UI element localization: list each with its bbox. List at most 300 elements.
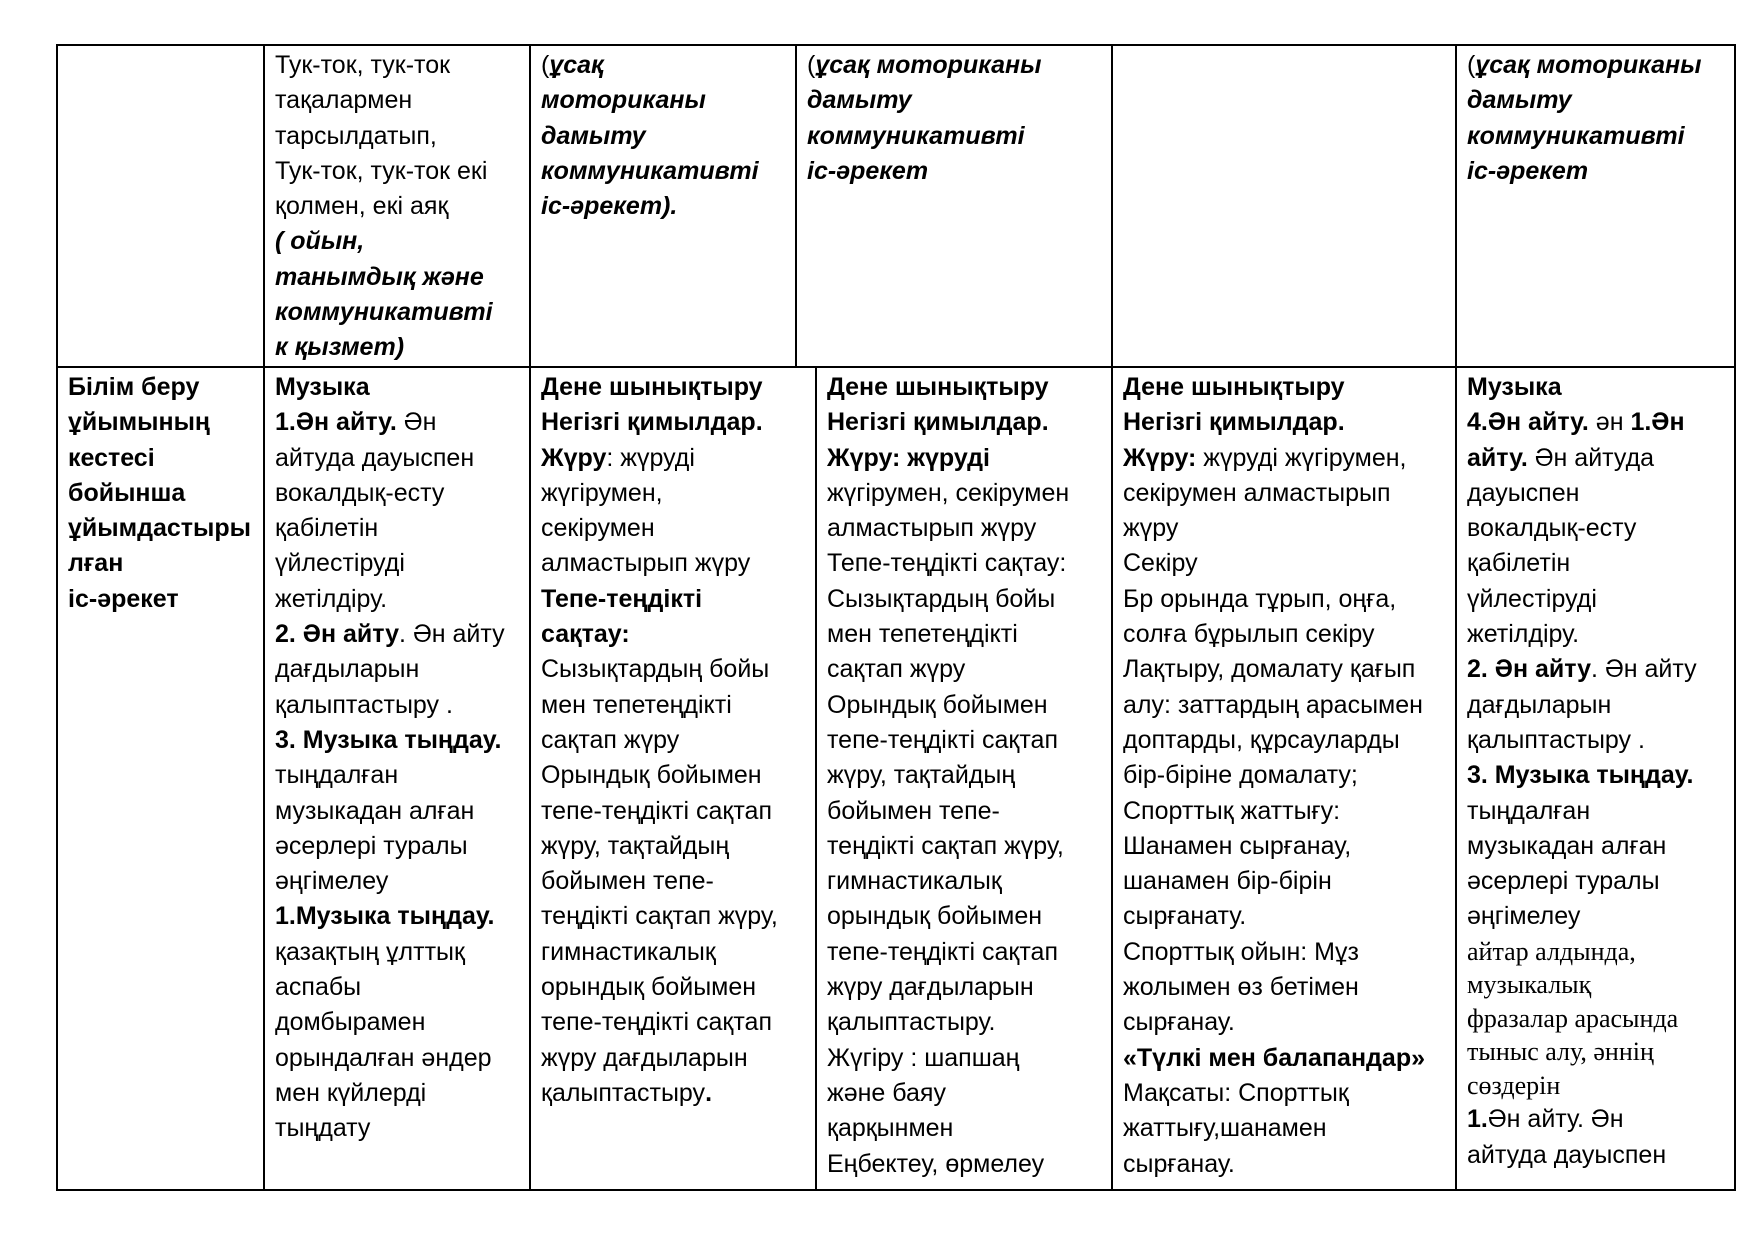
text-run: вокалдық-есту	[1467, 514, 1637, 543]
text-line	[275, 295, 521, 330]
text-line	[275, 330, 521, 365]
text-run: 2. Ән айту	[275, 620, 400, 649]
text-run: іс-әрекет	[1467, 156, 1589, 185]
text-run: қалыптастыру .	[275, 690, 453, 719]
text-run: аспабы	[275, 973, 362, 1002]
text-line	[68, 405, 255, 440]
text-line	[1123, 1041, 1447, 1076]
text-line	[1123, 441, 1447, 476]
text-run: Мақсаты: Спорттық	[1123, 1078, 1349, 1107]
text-line	[541, 189, 787, 224]
text-line	[1123, 899, 1447, 934]
text-line	[275, 370, 521, 405]
text-run: қалыптастыру.	[827, 1008, 996, 1037]
text-run: коммуникативті	[275, 298, 493, 327]
text-run: Ән айтуда	[1527, 443, 1655, 472]
text-run: алу: заттардың арасымен	[1123, 690, 1423, 719]
row2-cell-music-2	[1457, 368, 1734, 1189]
text-run: (	[1467, 51, 1476, 79]
text-line	[541, 794, 807, 829]
text-run: ( ойын,	[275, 227, 365, 256]
text-run: музыкадан алған	[275, 796, 475, 825]
text-run: жетілдіру.	[275, 584, 388, 613]
text-run: 4.Ән айту.	[1467, 408, 1589, 437]
text-run: қабілетін	[275, 514, 379, 543]
text-run: музыкадан алған	[1467, 831, 1667, 860]
text-line	[827, 1041, 1103, 1076]
text-line	[1467, 758, 1726, 793]
text-line: сөздерін	[1467, 1070, 1561, 1100]
text-run: Тепе-теңдікті сақтау:	[827, 549, 1067, 578]
text-line	[275, 794, 521, 829]
text-run: үйлестіруді	[275, 549, 405, 578]
text-line	[541, 582, 807, 617]
text-run: кестесі	[68, 443, 155, 472]
text-line	[541, 688, 807, 723]
text-line	[1123, 1005, 1447, 1040]
text-line	[1467, 688, 1726, 723]
text-line	[275, 829, 521, 864]
text-line	[1123, 688, 1447, 723]
text-run: Дене шынықтыру	[1123, 373, 1345, 401]
text-run: үйлестіруді	[1467, 584, 1597, 613]
text-run: ұсақ моториканы	[1475, 51, 1702, 79]
text-line	[827, 864, 1103, 899]
table-border-bottom	[56, 1189, 1736, 1191]
text-line	[275, 617, 521, 652]
text-line	[541, 441, 807, 476]
text-line	[541, 476, 807, 511]
text-line	[1467, 723, 1726, 758]
text-run: 1.Музыка тыңдау.	[275, 902, 495, 931]
text-line	[827, 1005, 1103, 1040]
text-run: сақтап жүру	[827, 655, 966, 684]
text-run: коммуникативті	[541, 156, 759, 185]
text-run: теңдікті сақтап жүру,	[827, 831, 1064, 860]
row2-cell-physical-ed-1	[531, 368, 815, 1189]
text-line	[827, 970, 1103, 1005]
text-line	[1123, 476, 1447, 511]
text-line	[1467, 864, 1726, 899]
text-run: әңгімелеу	[1467, 902, 1581, 931]
text-run: . Ән айту	[399, 620, 505, 649]
text-run: Негізгі қимылдар.	[541, 408, 763, 437]
text-line	[1123, 1076, 1447, 1111]
text-line	[275, 899, 521, 934]
text-run: Бр орында тұрып, оңға,	[1123, 584, 1397, 613]
text-line	[275, 1111, 521, 1146]
row1-cell-col3	[797, 46, 1111, 366]
text-run: Ән	[396, 408, 437, 437]
table-border-right	[1734, 44, 1736, 1191]
text-run: 3. Музыка тыңдау.	[275, 725, 502, 754]
text-run: іс-әрекет	[807, 156, 929, 185]
text-line	[1467, 794, 1726, 829]
text-run: мен күйлерді	[275, 1078, 427, 1107]
text-line	[541, 511, 807, 546]
text-line	[275, 1076, 521, 1111]
text-run: Негізгі қимылдар.	[1123, 408, 1345, 437]
text-run: Лақтыру, домалату қағып	[1123, 655, 1416, 684]
text-run: солға бұрылып секіру	[1123, 620, 1375, 649]
text-line	[541, 935, 807, 970]
row1-cell-col1	[265, 46, 529, 366]
text-run: әңгімелеу	[275, 867, 389, 896]
text-run: және баяу	[827, 1078, 946, 1107]
text-run: іс-әрекет	[68, 584, 179, 613]
text-run: Негізгі қимылдар.	[827, 408, 1049, 437]
text-line	[1123, 758, 1447, 793]
text-run: бойымен тепе-	[827, 796, 1000, 825]
text-run: әсерлері туралы	[1467, 867, 1660, 896]
text-line	[1467, 370, 1726, 405]
text-run: дамыту	[1467, 86, 1572, 115]
text-line	[275, 688, 521, 723]
text-run: Дене шынықтыру	[541, 373, 763, 401]
text-line	[275, 260, 521, 295]
text-run: сырғанау.	[1123, 1008, 1235, 1037]
text-line	[541, 652, 807, 687]
text-line	[827, 688, 1103, 723]
text-run: бойынша	[68, 478, 186, 507]
text-run: : жүруді	[606, 443, 695, 472]
text-run: алмастырып жүру	[541, 549, 751, 578]
text-run: сақтап жүру	[541, 725, 680, 754]
text-line	[827, 476, 1103, 511]
text-line	[541, 723, 807, 758]
text-run: мен тепетеңдікті	[827, 620, 1018, 649]
text-run: Спорттық ойын: Мұз	[1123, 937, 1359, 966]
text-run: тақалармен	[275, 86, 413, 115]
text-run: жаттығу,шанамен	[1123, 1114, 1327, 1143]
text-run: орындалған әндер	[275, 1043, 492, 1072]
text-line	[68, 511, 255, 546]
text-run: алмастырып жүру	[827, 514, 1037, 543]
text-run: (	[807, 51, 816, 79]
text-run: 2. Ән айту	[1467, 655, 1592, 684]
text-run: жүруді жүгірумен,	[1196, 443, 1407, 472]
text-run: шанамен бір-бірін	[1123, 867, 1332, 896]
text-run: тепе-теңдікті сақтап	[541, 796, 772, 825]
text-run: Тепе-теңдікті	[541, 584, 703, 613]
text-run: қазақтың ұлттық	[275, 937, 465, 966]
text-run: Орындық бойымен	[827, 690, 1048, 719]
text-run: лған	[68, 549, 124, 578]
text-run: к қызмет)	[275, 333, 405, 362]
text-run: . Ән айту	[1591, 655, 1697, 684]
row2-cell-music	[265, 368, 529, 1189]
text-run: теңдікті сақтап жүру,	[541, 902, 778, 931]
text-line	[275, 546, 521, 581]
text-line	[1123, 617, 1447, 652]
text-line	[827, 511, 1103, 546]
text-line	[1123, 370, 1447, 405]
text-line: фразалар арасында	[1467, 1003, 1679, 1033]
text-run: тарсылдатып,	[275, 121, 437, 150]
text-run: Музыка	[275, 373, 370, 401]
text-line	[275, 511, 521, 546]
text-line	[1467, 48, 1726, 83]
text-run: Жүгіру : шапшаң	[827, 1043, 1020, 1072]
text-run: қабілетін	[1467, 549, 1571, 578]
text-run: айту.	[1467, 443, 1528, 472]
text-run: ұсақ моториканы	[815, 51, 1042, 79]
text-line	[541, 899, 807, 934]
text-run: Музыка	[1467, 373, 1562, 401]
text-run: дағдыларын	[275, 655, 420, 684]
row2-cell-physical-ed-2	[817, 368, 1111, 1189]
text-line	[827, 794, 1103, 829]
text-line	[1467, 476, 1726, 511]
text-line	[1123, 511, 1447, 546]
text-run: тепе-теңдікті сақтап	[541, 1008, 772, 1037]
text-run: Тук-ток, тук-ток	[275, 51, 451, 79]
text-line	[1467, 652, 1726, 687]
text-line	[1123, 864, 1447, 899]
text-run: дамыту	[807, 86, 912, 115]
text-line	[275, 935, 521, 970]
text-line	[68, 476, 255, 511]
text-line	[541, 864, 807, 899]
text-line	[1467, 119, 1726, 154]
text-line	[807, 83, 1103, 118]
text-run: ән	[1588, 408, 1631, 437]
text-line	[827, 441, 1103, 476]
text-line	[827, 1147, 1103, 1182]
text-run: Жүру: жүруді	[827, 443, 990, 472]
text-line	[1467, 1138, 1726, 1173]
text-line	[827, 405, 1103, 440]
text-run: секірумен	[541, 514, 655, 543]
text-run: жолымен өз бетімен	[1123, 973, 1359, 1002]
text-run: коммуникативті	[807, 121, 1025, 150]
text-run: Жүру:	[1123, 443, 1197, 472]
text-run: орындық бойымен	[541, 973, 757, 1002]
text-line	[541, 970, 807, 1005]
text-run: сақтау:	[541, 620, 630, 649]
text-line	[275, 48, 521, 83]
text-run: доптарды, құрсауларды	[1123, 725, 1400, 754]
text-line	[275, 476, 521, 511]
text-line	[541, 1041, 807, 1076]
text-line	[807, 154, 1103, 189]
text-line	[541, 617, 807, 652]
text-run: тыңдату	[275, 1114, 371, 1143]
text-run: ұйымдастыры	[68, 514, 252, 543]
text-run: жүру дағдыларын	[541, 1043, 748, 1072]
text-line	[1123, 1147, 1447, 1182]
text-run: жүру	[1123, 514, 1179, 543]
text-run: вокалдық-есту	[275, 478, 445, 507]
text-line	[1123, 582, 1447, 617]
text-run: Орындық бойымен	[541, 761, 762, 790]
text-run: 3. Музыка тыңдау.	[1467, 761, 1694, 790]
text-run: тыңдалған	[1467, 796, 1591, 825]
text-line	[541, 1076, 807, 1111]
text-line	[827, 370, 1103, 405]
text-line	[541, 48, 787, 83]
text-run: Білім беру	[68, 373, 200, 401]
text-run: дамыту	[541, 121, 646, 150]
text-run: гимнастикалық	[541, 937, 716, 966]
text-run: тепе-теңдікті сақтап	[827, 725, 1058, 754]
text-line	[827, 1076, 1103, 1111]
text-run: танымдық және	[275, 262, 484, 291]
text-run: Жүру	[541, 443, 607, 472]
text-run: домбырамен	[275, 1008, 426, 1037]
text-run: бір-біріне домалату;	[1123, 761, 1358, 790]
text-line	[275, 1005, 521, 1040]
text-run: мен тепетеңдікті	[541, 690, 732, 719]
text-line	[1123, 405, 1447, 440]
text-line	[275, 864, 521, 899]
text-run: жетілдіру.	[1467, 620, 1580, 649]
text-run: қарқынмен	[827, 1114, 954, 1143]
text-line	[1123, 1111, 1447, 1146]
text-line	[1467, 405, 1726, 440]
text-run: Спорттық жаттығу:	[1123, 796, 1341, 825]
text-run: жүру, тақтайдың	[541, 831, 730, 860]
text-line	[827, 829, 1103, 864]
text-run: дағдыларын	[1467, 690, 1612, 719]
text-line	[807, 119, 1103, 154]
text-run: Сызықтардың бойы	[827, 584, 1056, 613]
text-run: Дене шынықтыру	[827, 373, 1049, 401]
row2-cell-physical-ed-3	[1113, 368, 1455, 1189]
text-line	[275, 119, 521, 154]
text-line	[827, 652, 1103, 687]
text-run: гимнастикалық	[827, 867, 1002, 896]
text-line	[68, 582, 255, 617]
text-line	[1467, 617, 1726, 652]
text-line	[1467, 829, 1726, 864]
text-line	[827, 935, 1103, 970]
text-run: бойымен тепе-	[541, 867, 714, 896]
text-run: 1.Ән	[1630, 408, 1685, 437]
text-run: айтуда дауыспен	[1467, 1140, 1667, 1169]
text-line	[807, 48, 1103, 83]
text-line	[541, 829, 807, 864]
text-line	[541, 1005, 807, 1040]
text-line	[541, 405, 807, 440]
text-line	[275, 582, 521, 617]
text-line	[1123, 829, 1447, 864]
text-line	[1123, 546, 1447, 581]
text-run: Сызықтардың бойы	[541, 655, 770, 684]
text-line	[1123, 935, 1447, 970]
text-run: жүгірумен, секірумен	[827, 478, 1070, 507]
text-line	[827, 1111, 1103, 1146]
text-line	[1467, 1102, 1726, 1137]
text-line: тыныс алу, әннің	[1467, 1037, 1654, 1067]
text-line	[827, 723, 1103, 758]
text-run: қалыптастыру	[541, 1078, 706, 1107]
row1-cell-col2	[531, 46, 795, 366]
text-run: тепе-теңдікті сақтап	[827, 937, 1058, 966]
text-line	[1467, 83, 1726, 118]
text-line	[1467, 582, 1726, 617]
text-line	[827, 758, 1103, 793]
text-line	[275, 970, 521, 1005]
text-run: 1.	[1467, 1105, 1488, 1134]
text-line	[275, 405, 521, 440]
text-line	[1123, 794, 1447, 829]
text-run: дауыспен	[1467, 478, 1580, 507]
text-run: қолмен, екі аяқ	[275, 192, 449, 221]
text-run: Ән айту. Ән	[1487, 1105, 1624, 1134]
text-run: секірумен алмастырып	[1123, 478, 1391, 507]
text-line	[1123, 970, 1447, 1005]
text-run: айтуда дауыспен	[275, 443, 475, 472]
text-line	[275, 758, 521, 793]
text-line	[827, 617, 1103, 652]
text-line	[1467, 899, 1726, 934]
text-run: қалыптастыру .	[1467, 725, 1645, 754]
text-run: іс-әрекет).	[541, 192, 678, 221]
text-line	[275, 83, 521, 118]
text-run: (	[541, 51, 550, 79]
text-run: Еңбектеу, өрмелеу	[827, 1149, 1045, 1178]
text-line	[541, 758, 807, 793]
text-line	[541, 119, 787, 154]
text-run: моториканы	[541, 86, 706, 115]
text-line	[275, 723, 521, 758]
text-line	[1467, 546, 1726, 581]
text-run: коммуникативті	[1467, 121, 1685, 150]
text-run: жүру дағдыларын	[827, 973, 1034, 1002]
text-run: орындық бойымен	[827, 902, 1043, 931]
text-run: Секіру	[1123, 549, 1198, 578]
text-line	[1123, 723, 1447, 758]
text-line	[1467, 441, 1726, 476]
text-run: 1.Ән айту.	[275, 408, 397, 437]
text-line	[275, 652, 521, 687]
text-run: «Түлкі мен балапандар»	[1123, 1043, 1425, 1072]
text-line	[1123, 652, 1447, 687]
text-line	[275, 189, 521, 224]
text-line	[275, 1041, 521, 1076]
text-line	[827, 899, 1103, 934]
text-line	[275, 441, 521, 476]
text-run: сырғанау.	[1123, 1149, 1235, 1178]
text-line	[275, 224, 521, 259]
text-line	[541, 154, 787, 189]
text-line	[827, 582, 1103, 617]
text-run: тыңдалған	[275, 761, 399, 790]
row2-label-cell	[58, 368, 263, 1189]
text-run: Тук-ток, тук-ток екі	[275, 156, 488, 185]
row1-cell-col5	[1457, 46, 1734, 366]
text-run: ұсақ	[549, 51, 604, 79]
text-run: ұйымының	[68, 408, 211, 437]
text-line	[68, 546, 255, 581]
text-run: .	[705, 1078, 713, 1107]
text-line	[68, 370, 255, 405]
text-line	[1467, 511, 1726, 546]
text-run: Шанамен сырғанау,	[1123, 831, 1352, 860]
text-line	[827, 546, 1103, 581]
text-line	[541, 83, 787, 118]
text-line	[541, 370, 807, 405]
text-line	[541, 546, 807, 581]
text-run: жүгірумен,	[541, 478, 663, 507]
text-run: әсерлері туралы	[275, 831, 468, 860]
text-line: айтар алдында,	[1467, 936, 1636, 966]
text-run: жүру, тақтайдың	[827, 761, 1016, 790]
text-line: музыкалық	[1467, 970, 1592, 1000]
text-run: сырғанату.	[1123, 902, 1247, 931]
text-line	[68, 441, 255, 476]
